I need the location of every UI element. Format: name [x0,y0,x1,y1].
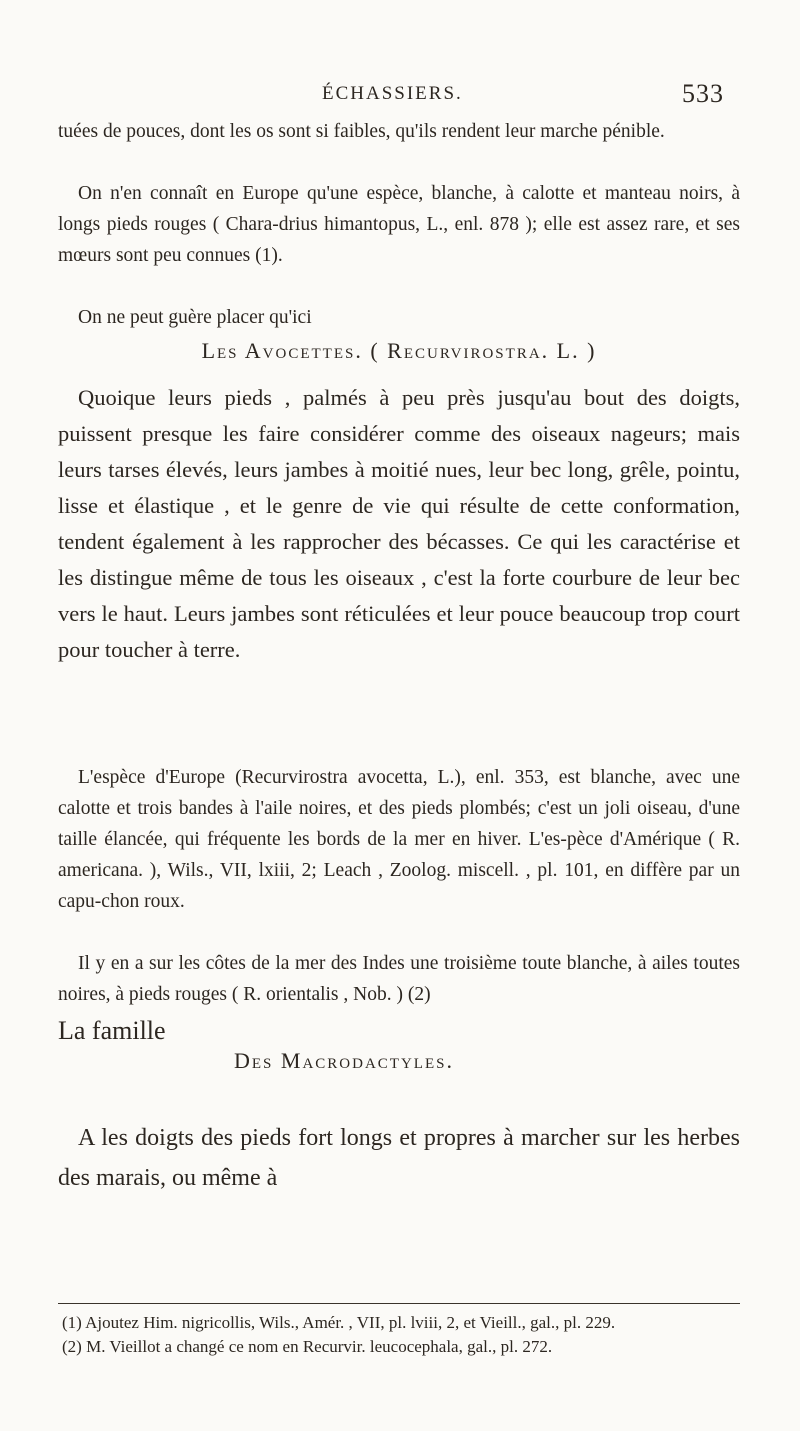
paragraph-7 [58,1118,740,1198]
genus-heading-text: Les Avocettes. ( Recurvirostra. L. ) [201,338,597,363]
paragraph-4 [58,380,740,668]
paragraph-5-text: L'espèce d'Europe (Recurvirostra avocetta, L.), enl. 353, est blanche, avec une calotte et trois bandes à l'aile noires, et des pieds plombés; c'est un joli oiseau, d'une taille élancée, qui fréquente les bords de la mer en hiver. L'es-pèce d'Amérique ( R. americana. ), Wils., VII, lxiii, 2; Leach , Zoolog. miscell. , pl. 101, en diffère par un capu-chon roux. [58,767,740,912]
paragraph-2-text: On n'en connaît en Europe qu'une espèce, blanche, à calotte et manteau noirs, à longs pieds rouges ( Chara-drius himantopus, L., enl. 878 ); elle est assez rare, et ses mœurs sont peu connues (1). [58,183,740,266]
genus-heading [58,338,740,364]
paragraph-1 [58,116,740,147]
paragraph-6-text: Il y en a sur les côtes de la mer des Indes une troisième toute blanche, à ailes toutes noires, à pieds rouges ( R. orientalis , Nob. ) (2) [58,953,740,1005]
family-heading [58,1016,740,1074]
footnote-2: (2) M. Vieillot a changé ce nom en Recurvir. leucocephala, gal., pl. 272. [62,1337,553,1356]
page-number: 533 [682,79,724,108]
paragraph-1-text: tuées de pouces, dont les os sont si faibles, qu'ils rendent leur marche pénible. [58,121,665,142]
paragraph-3-text: On ne peut guère placer qu'ici [78,307,312,328]
paragraph-4-text: Quoique leurs pieds , palmés à peu près jusqu'au bout des doigts, puissent presque les faire considérer comme des oiseaux nageurs; mais leurs tarses élevés, leurs jambes à moitié nues, leur bec long, grêle, pointu, lisse et élastique , et le genre de vie qui résulte de cette conformation, tendent également à les rapprocher des bécasses. Ce qui les caractérise et les distingue même de tous les oiseaux , c'est la forte courbure de leur bec vers le haut. Leurs jambes sont réticulées et leur pouce beaucoup trop court pour toucher à terre. [58,385,740,662]
paragraph-3 [58,302,740,333]
footnote-1: (1) Ajoutez Him. nigricollis, Wils., Amér. , VII, pl. lviii, 2, et Vieill., gal., pl. 229. [62,1313,616,1332]
page-header [0,79,800,113]
footnotes [58,1311,748,1359]
paragraph-6 [58,948,740,1010]
paragraph-2 [58,178,740,271]
paragraph-5 [58,762,740,917]
family-name: Des Macrodactyles. [234,1048,454,1073]
family-label: La famille [58,1016,166,1045]
running-head: ÉCHASSIERS. [322,83,463,104]
paragraph-7-text: A les doigts des pieds fort longs et propres à marcher sur les herbes des marais, ou même à [58,1125,740,1191]
footnote-rule [58,1303,740,1304]
